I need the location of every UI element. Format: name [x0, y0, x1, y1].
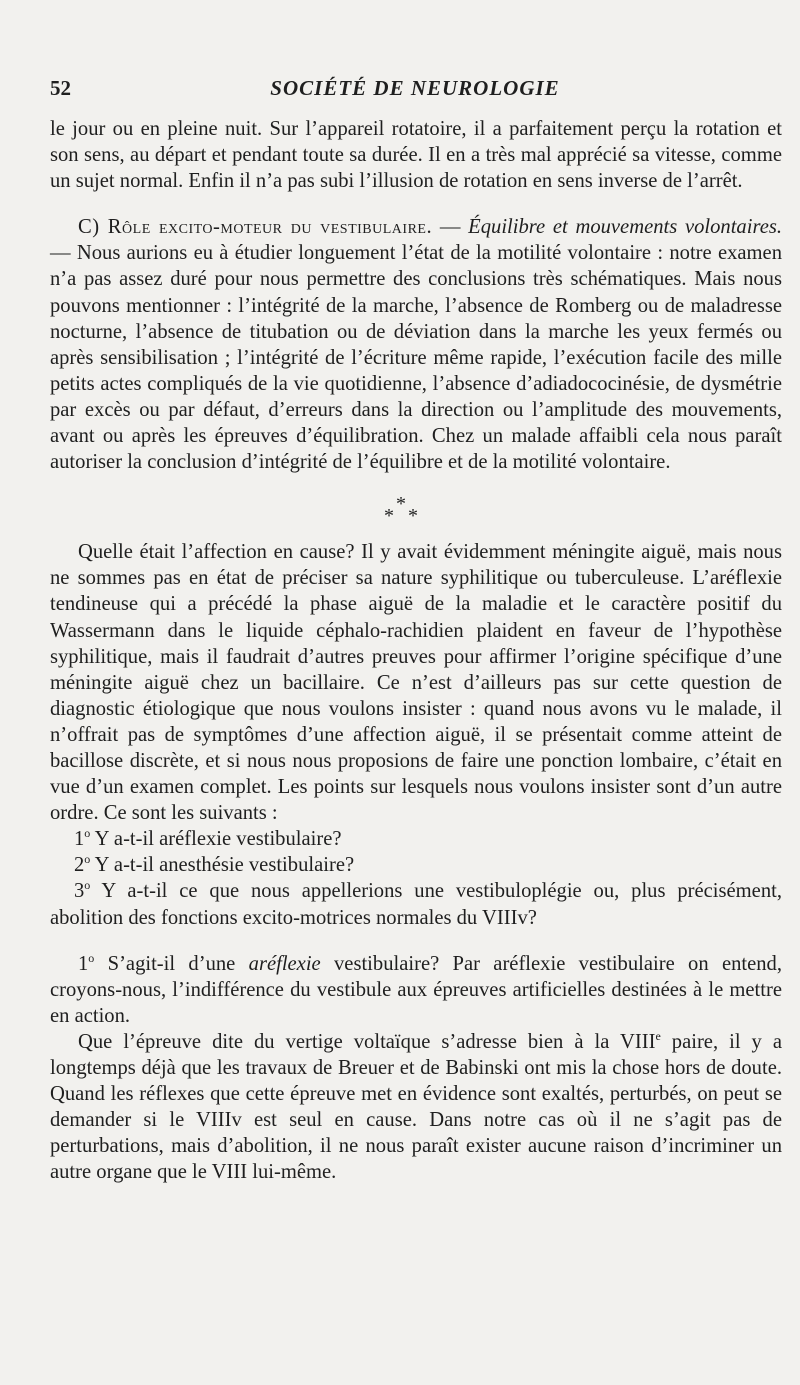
asterism	[50, 487, 782, 539]
section-heading: C) Rôle excito-moteur du vestibulaire.	[78, 216, 433, 239]
list-item: 1$^o$ Y a-t-il aréflexie vestibulaire?	[74, 826, 342, 851]
page-number: 52	[50, 76, 71, 100]
heading-dash: —	[432, 216, 469, 239]
question-list	[50, 826, 782, 930]
paragraph-vertige-voltaique: Que l’épreuve dite du vertige voltaïque s’adresse bien à la VIIIe paire, il y a longtemps déjà que les travaux de Breuer et de Babinski ont mis la chose hors de doute. Quand les réflexes que cette épreuve met en évidence sont exaltés, perturbés, on peut se demander si le VIIIv est seul en cause. Dans notre cas où il ne s’agit pas de perturbations, mais d’abolition, il ne nous paraît exister aucune raison d’incriminer un autre organe que le VIII lui-même.	[50, 1029, 783, 1184]
asterism-star-left: *	[384, 505, 394, 528]
section-text: — Nous aurions eu à étudier longuement l’état de la motilité volontaire : notre examen n’a pas assez duré pour nous permettre des conclusions très schématiques. Mais nous pouvons mentionner : l’intégrité de la marche, l’absence de Romberg ou de maladresse nocturne, l’absence de titubation ou de déviation dans la marche les yeux fermés ou après sensibilisation ; l’intégrité de l’écriture même rapide, l’exécution facile des mille petits actes compliqués de la vie quotidienne, l’absence d’adiadococinésie, de dysmétrie par excès ou par défaut, d’erreurs dans la direction ou l’amplitude des mouvements, avant ou après les épreuves d’équilibration. Chez un malade affaibli cela nous paraît autoriser la conclusion d’intégrité de l’équilibre et de la motilité volontaire.	[50, 242, 782, 474]
paragraph-section-c	[50, 214, 782, 475]
list-item: 2$^o$ Y a-t-il anesthésie vestibulaire?	[74, 852, 355, 877]
paragraph-affection: Quelle était l’affection en cause? Il y avait évidemment méningite aiguë, mais nous ne sommes pas en état de préciser sa nature syphilitique ou tuberculeuse. L’aréflexie tendineuse qui a précédé la phase aiguë de la maladie et le caractère positif du Wassermann dans le liquide céphalo-rachidien plaident en faveur de l’hypothèse syphilitique, mais il faudrait d’autres preuves pour affirmer l’origine spécifique d’une méningite aiguë chez un bacillaire. Ce n’est d’ailleurs pas sur cette question de diagnostic étiologique que nous voulons insister : quand nous avons vu le malade, il n’offrait pas de symptômes d’une affection aiguë, il se présentait comme atteint de bacillose discrète, et si nous nous proposions de faire une ponction lombaire, c’était en vue d’un examen complet. Les points sur lesquels nous voulons insister sont d’un autre ordre. Ce sont les suivants :	[50, 541, 782, 825]
paragraph-areflexie: 1$^o$ S’agit-il d’une aréflexie vestibulaire? Par aréflexie vestibulaire on entend, croyons-nous, l’indifférence du vestibule aux épreuves artificielles destinées à le mettre en action.	[50, 950, 782, 1027]
running-title: SOCIÉTÉ DE NEUROLOGIE	[270, 76, 560, 100]
section-subheading: Équilibre et mouvements volontaires.	[468, 216, 782, 239]
page-header	[50, 76, 780, 106]
asterism-star-right: *	[408, 505, 418, 528]
asterism-star-top: *	[396, 493, 406, 516]
italic-term: aréflexie	[248, 952, 321, 975]
body-text	[50, 116, 782, 1185]
list-item: 3$^o$ Y a-t-il ce que nous appellerions une vestibuloplégie ou, plus précisément, abolition des fonctions excito-motrices normales du VIIIv?	[50, 878, 782, 929]
paragraph-continued: le jour ou en pleine nuit. Sur l’appareil rotatoire, il a parfaitement perçu la rotation et son sens, au départ et pendant toute sa durée. Il en a très mal apprécié sa vitesse, comme un sujet normal. Enfin il n’a pas subi l’illusion de rotation en sens inverse de l’arrêt.	[50, 118, 782, 193]
